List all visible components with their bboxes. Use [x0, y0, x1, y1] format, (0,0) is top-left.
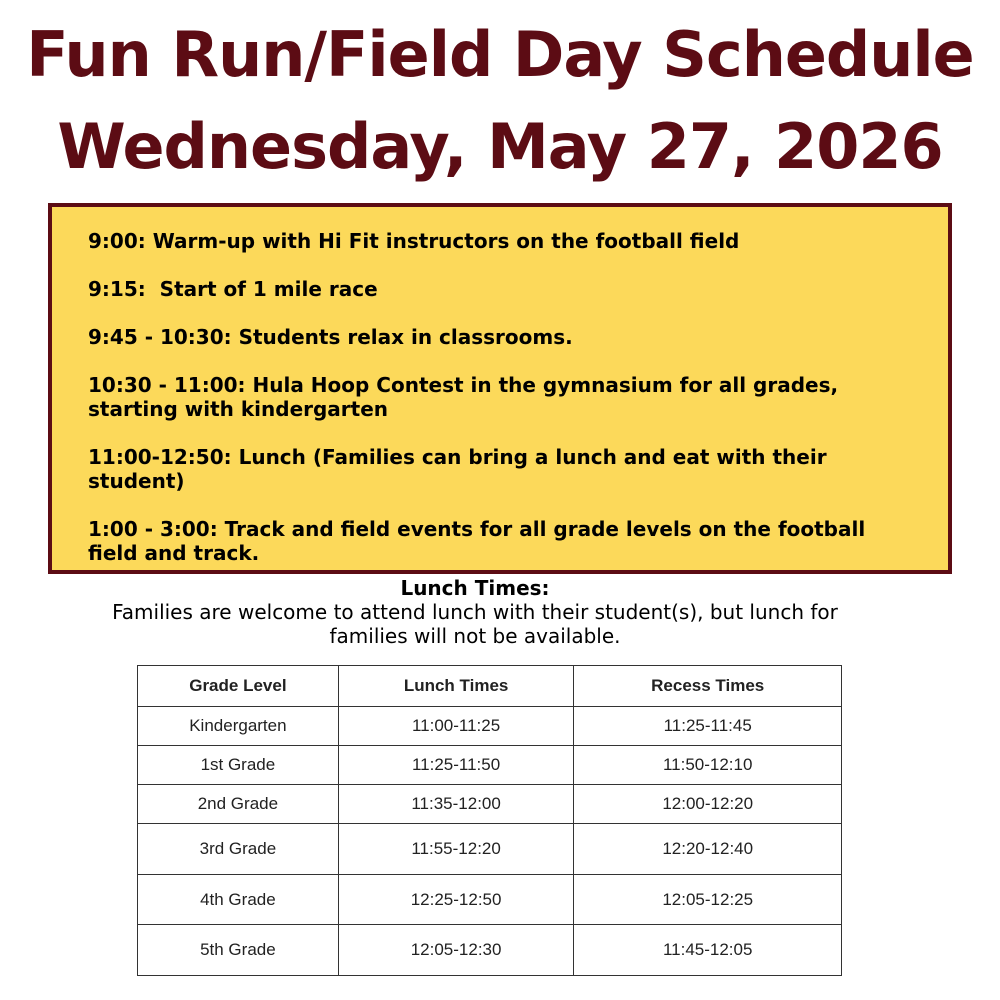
lunch-time-cell: 12:05-12:30 — [338, 925, 574, 976]
schedule-item: 10:30 - 11:00: Hula Hoop Contest in the gymnasium for all grades, starting with kindergarten — [88, 373, 846, 421]
schedule-item: 9:15: Start of 1 mile race — [88, 277, 378, 301]
header-recess-times: Recess Times — [574, 666, 842, 707]
schedule-item: 1:00 - 3:00: Track and field events for all grade levels on the football field and track. — [88, 517, 873, 565]
recess-time-cell: 11:45-12:05 — [574, 925, 842, 976]
grade-cell: Kindergarten — [138, 707, 339, 746]
lunch-time-cell: 11:55-12:20 — [338, 824, 574, 875]
page-subtitle-date: Wednesday, May 27, 2026 — [57, 110, 943, 183]
table-row — [138, 785, 842, 824]
recess-time-cell: 11:25-11:45 — [574, 707, 842, 746]
table-row — [138, 707, 842, 746]
schedule-item: 9:00: Warm-up with Hi Fit instructors on the football field — [88, 229, 740, 253]
table-row — [138, 824, 842, 875]
table-row — [138, 746, 842, 785]
grade-cell: 3rd Grade — [138, 824, 339, 875]
table-row — [138, 875, 842, 925]
schedule-item: 9:45 - 10:30: Students relax in classrooms. — [88, 325, 573, 349]
header-lunch-times: Lunch Times — [338, 666, 574, 707]
recess-time-cell: 12:00-12:20 — [574, 785, 842, 824]
table-header-row — [138, 666, 842, 707]
table-row — [138, 925, 842, 976]
lunch-time-cell: 11:00-11:25 — [338, 707, 574, 746]
lunch-note: Families are welcome to attend lunch with their student(s), but lunch for families will not be available. — [112, 600, 838, 648]
recess-time-cell: 12:20-12:40 — [574, 824, 842, 875]
recess-time-cell: 11:50-12:10 — [574, 746, 842, 785]
header-grade-level: Grade Level — [138, 666, 339, 707]
lunch-time-cell: 12:25-12:50 — [338, 875, 574, 925]
grade-cell: 5th Grade — [138, 925, 339, 976]
lunch-time-cell: 11:25-11:50 — [338, 746, 574, 785]
recess-time-cell: 12:05-12:25 — [574, 875, 842, 925]
schedule-item: 11:00-12:50: Lunch (Families can bring a lunch and eat with their student) — [88, 445, 834, 493]
grade-cell: 2nd Grade — [138, 785, 339, 824]
schedule-box — [48, 203, 952, 574]
page-title: Fun Run/Field Day Schedule — [26, 18, 974, 91]
grade-cell: 4th Grade — [138, 875, 339, 925]
lunch-times-heading: Lunch Times: — [400, 576, 550, 600]
grade-cell: 1st Grade — [138, 746, 339, 785]
lunch-time-cell: 11:35-12:00 — [338, 785, 574, 824]
lunch-schedule-table — [137, 665, 842, 976]
